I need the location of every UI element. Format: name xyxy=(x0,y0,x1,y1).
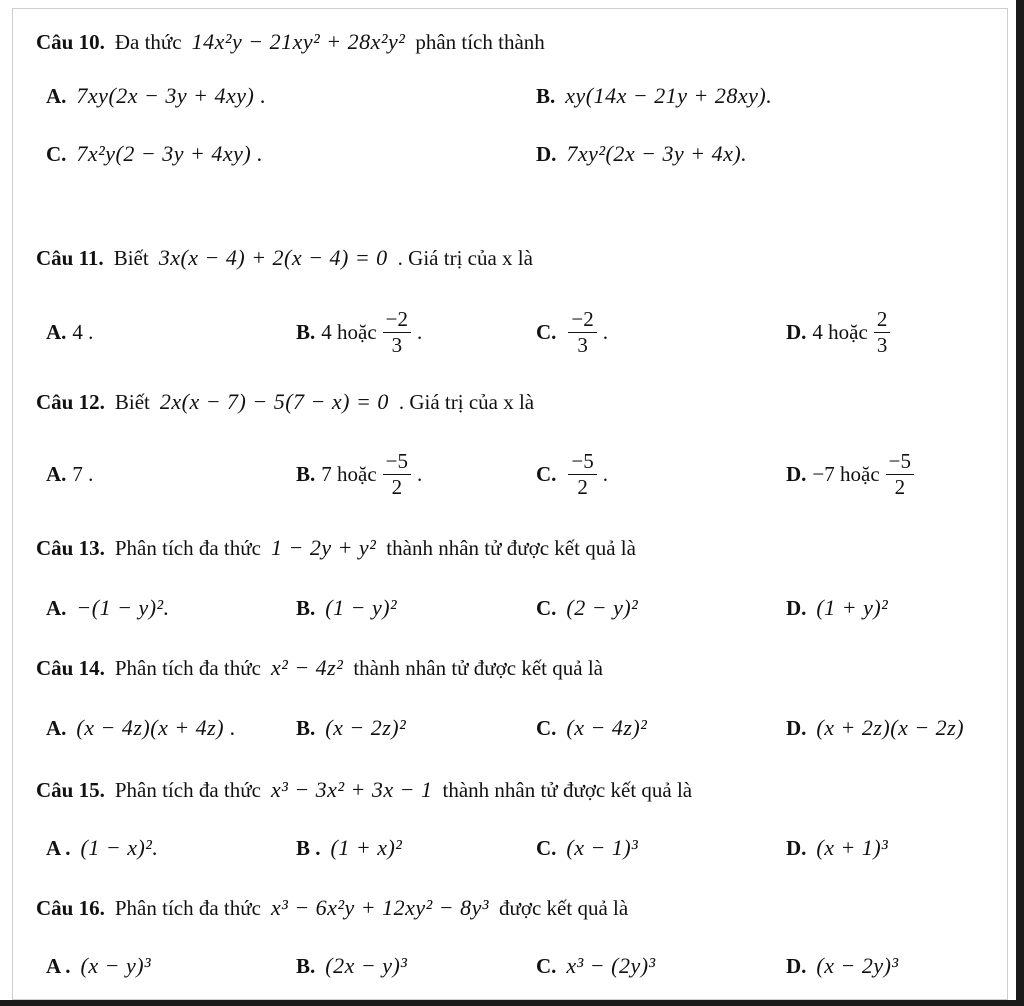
question-suffix: thành nhân tử được kết quả là xyxy=(442,777,693,802)
question-expression: 1 − 2y + y² xyxy=(270,535,377,560)
option-b[interactable] xyxy=(296,586,401,630)
option-a[interactable] xyxy=(46,74,270,118)
question-label: Câu 15. xyxy=(36,777,105,802)
option-expression: (1 + y)² xyxy=(816,595,889,620)
question-expression: 3x(x − 4) + 2(x − 4) = 0 xyxy=(158,245,388,270)
option-c[interactable] xyxy=(536,944,660,988)
option-letter: B. xyxy=(536,83,556,108)
option-a[interactable] xyxy=(46,706,240,750)
option-letter: A . xyxy=(46,953,71,978)
option-letter: B . xyxy=(296,835,321,860)
fraction-numerator: −5 xyxy=(568,450,596,474)
question-prefix: Phân tích đa thức xyxy=(114,777,261,802)
option-expression: (1 − x)². xyxy=(80,835,159,860)
option-expression: (x − 2y)³ xyxy=(816,953,899,978)
fraction-denominator: 3 xyxy=(876,332,888,357)
fraction-numerator: −2 xyxy=(383,308,411,332)
question-suffix: . Giá trị của x là xyxy=(398,389,535,414)
option-letter: B. xyxy=(296,319,316,344)
option-tail: . xyxy=(602,461,609,486)
question-label: Câu 12. xyxy=(36,389,105,414)
fraction-denominator: 3 xyxy=(391,332,403,357)
option-expression: (1 − y)² xyxy=(325,595,398,620)
option-a[interactable] xyxy=(46,944,155,988)
question-15 xyxy=(36,768,692,812)
option-expression: x³ − (2y)³ xyxy=(566,953,656,978)
option-letter: C. xyxy=(536,835,557,860)
question-suffix: phân tích thành xyxy=(415,29,545,54)
option-expression: xy(14x − 21y + 28xy). xyxy=(565,83,773,108)
question-suffix: thành nhân tử được kết quả là xyxy=(353,655,603,680)
option-expression: (x − y)³ xyxy=(80,953,152,978)
option-expression: (1 + x)² xyxy=(330,835,403,860)
option-expression: 7x²y(2 − 3y + 4xy) . xyxy=(76,141,264,166)
fraction xyxy=(383,308,411,355)
option-expression: (x + 1)³ xyxy=(816,835,889,860)
question-13 xyxy=(36,526,636,570)
question-10 xyxy=(36,20,545,64)
question-label: Câu 13. xyxy=(36,535,105,560)
question-16 xyxy=(36,886,628,930)
option-text: 7 . xyxy=(72,461,94,486)
question-14 xyxy=(36,646,603,690)
option-letter: B. xyxy=(296,715,316,740)
option-b[interactable] xyxy=(296,826,406,870)
option-b[interactable] xyxy=(296,449,423,499)
question-12 xyxy=(36,380,534,424)
option-text: 4 hoặc xyxy=(812,319,868,344)
fraction xyxy=(568,308,596,355)
question-prefix: Đa thức xyxy=(114,29,182,54)
fraction xyxy=(874,308,891,355)
option-letter: B. xyxy=(296,953,316,978)
option-letter: D. xyxy=(786,595,807,620)
option-c[interactable] xyxy=(536,706,651,750)
question-label: Câu 11. xyxy=(36,245,104,270)
question-prefix: Biết xyxy=(114,389,150,414)
option-c[interactable] xyxy=(536,449,609,499)
question-expression: x² − 4z² xyxy=(270,655,344,680)
option-text: −7 hoặc xyxy=(812,461,880,486)
option-letter: D. xyxy=(536,141,557,166)
option-letter: B. xyxy=(296,461,316,486)
question-suffix: được kết quả là xyxy=(498,895,629,920)
option-text: 4 hoặc xyxy=(321,319,377,344)
screen-edge-right xyxy=(1016,0,1024,1006)
option-tail: . xyxy=(417,461,423,486)
option-d[interactable] xyxy=(786,944,903,988)
option-b[interactable] xyxy=(296,706,410,750)
option-letter: A. xyxy=(46,83,67,108)
fraction xyxy=(568,450,596,497)
option-expression: 7xy(2x − 3y + 4xy) . xyxy=(76,83,267,108)
option-tail: . xyxy=(602,319,609,344)
option-b[interactable] xyxy=(296,944,411,988)
question-label: Câu 10. xyxy=(36,29,105,54)
question-label: Câu 16. xyxy=(36,895,105,920)
option-letter: D. xyxy=(786,715,807,740)
fraction-denominator: 2 xyxy=(391,474,403,499)
option-text: 4 . xyxy=(72,319,94,344)
option-a[interactable] xyxy=(46,586,174,630)
option-expression: 7xy²(2x − 3y + 4x). xyxy=(566,141,748,166)
option-expression: (2 − y)² xyxy=(566,595,639,620)
option-text: 7 hoặc xyxy=(321,461,377,486)
fraction-denominator: 2 xyxy=(894,474,906,499)
question-suffix: thành nhân tử được kết quả là xyxy=(386,535,636,560)
option-expression: (x − 4z)² xyxy=(566,715,648,740)
option-letter: C. xyxy=(536,953,557,978)
question-expression: 2x(x − 7) − 5(7 − x) = 0 xyxy=(159,389,389,414)
option-a[interactable] xyxy=(46,826,162,870)
fraction-numerator: −5 xyxy=(383,450,411,474)
option-d[interactable] xyxy=(536,132,751,176)
question-11 xyxy=(36,236,533,280)
question-prefix: Phân tích đa thức xyxy=(114,655,261,680)
option-expression: (x + 2z)(x − 2z) xyxy=(816,715,965,740)
question-prefix: Phân tích đa thức xyxy=(114,535,261,560)
option-letter: C. xyxy=(536,715,557,740)
option-expression: (x − 1)³ xyxy=(566,835,639,860)
fraction-numerator: 2 xyxy=(874,308,891,332)
option-letter: B. xyxy=(296,595,316,620)
question-label: Câu 14. xyxy=(36,655,105,680)
option-expression: (2x − y)³ xyxy=(325,953,408,978)
option-d[interactable] xyxy=(786,586,892,630)
fraction xyxy=(886,450,914,497)
option-letter: C. xyxy=(536,595,557,620)
option-letter: A. xyxy=(46,595,67,620)
option-c[interactable] xyxy=(46,132,267,176)
question-suffix: . Giá trị của x là xyxy=(397,245,533,270)
option-c[interactable] xyxy=(536,826,642,870)
fraction-numerator: −5 xyxy=(886,450,914,474)
question-expression: x³ − 6x²y + 12xy² − 8y³ xyxy=(270,895,489,920)
fraction-denominator: 2 xyxy=(577,474,588,499)
fraction xyxy=(383,450,411,497)
screen-edge-bottom xyxy=(0,1000,1024,1006)
question-prefix: Biết xyxy=(113,245,149,270)
fraction-denominator: 3 xyxy=(577,332,588,357)
option-tail: . xyxy=(417,319,423,344)
option-letter: C. xyxy=(536,319,557,344)
option-letter: D. xyxy=(786,835,807,860)
option-letter: D. xyxy=(786,953,807,978)
question-prefix: Phân tích đa thức xyxy=(114,895,261,920)
option-letter: A. xyxy=(46,715,67,740)
option-b[interactable] xyxy=(536,74,776,118)
option-d[interactable] xyxy=(786,706,968,750)
option-d[interactable] xyxy=(786,826,892,870)
option-letter: C. xyxy=(46,141,67,166)
option-letter: D. xyxy=(786,461,807,486)
fraction-numerator: −2 xyxy=(568,308,596,332)
option-letter: C. xyxy=(536,461,557,486)
option-letter: A. xyxy=(46,319,67,344)
option-c[interactable] xyxy=(536,586,642,630)
option-d[interactable] xyxy=(786,449,920,499)
option-letter: A . xyxy=(46,835,71,860)
option-letter: A. xyxy=(46,461,67,486)
option-a[interactable] xyxy=(46,310,93,354)
option-c[interactable] xyxy=(536,307,609,357)
option-a[interactable] xyxy=(46,452,93,496)
option-expression: (x − 4z)(x + 4z) . xyxy=(76,715,237,740)
option-b[interactable] xyxy=(296,307,423,357)
question-expression: 14x²y − 21xy² + 28x²y² xyxy=(191,29,406,54)
option-d[interactable] xyxy=(786,307,896,357)
option-letter: D. xyxy=(786,319,807,344)
question-expression: x³ − 3x² + 3x − 1 xyxy=(270,777,433,802)
option-expression: (x − 2z)² xyxy=(325,715,407,740)
option-expression: −(1 − y)². xyxy=(76,595,170,620)
